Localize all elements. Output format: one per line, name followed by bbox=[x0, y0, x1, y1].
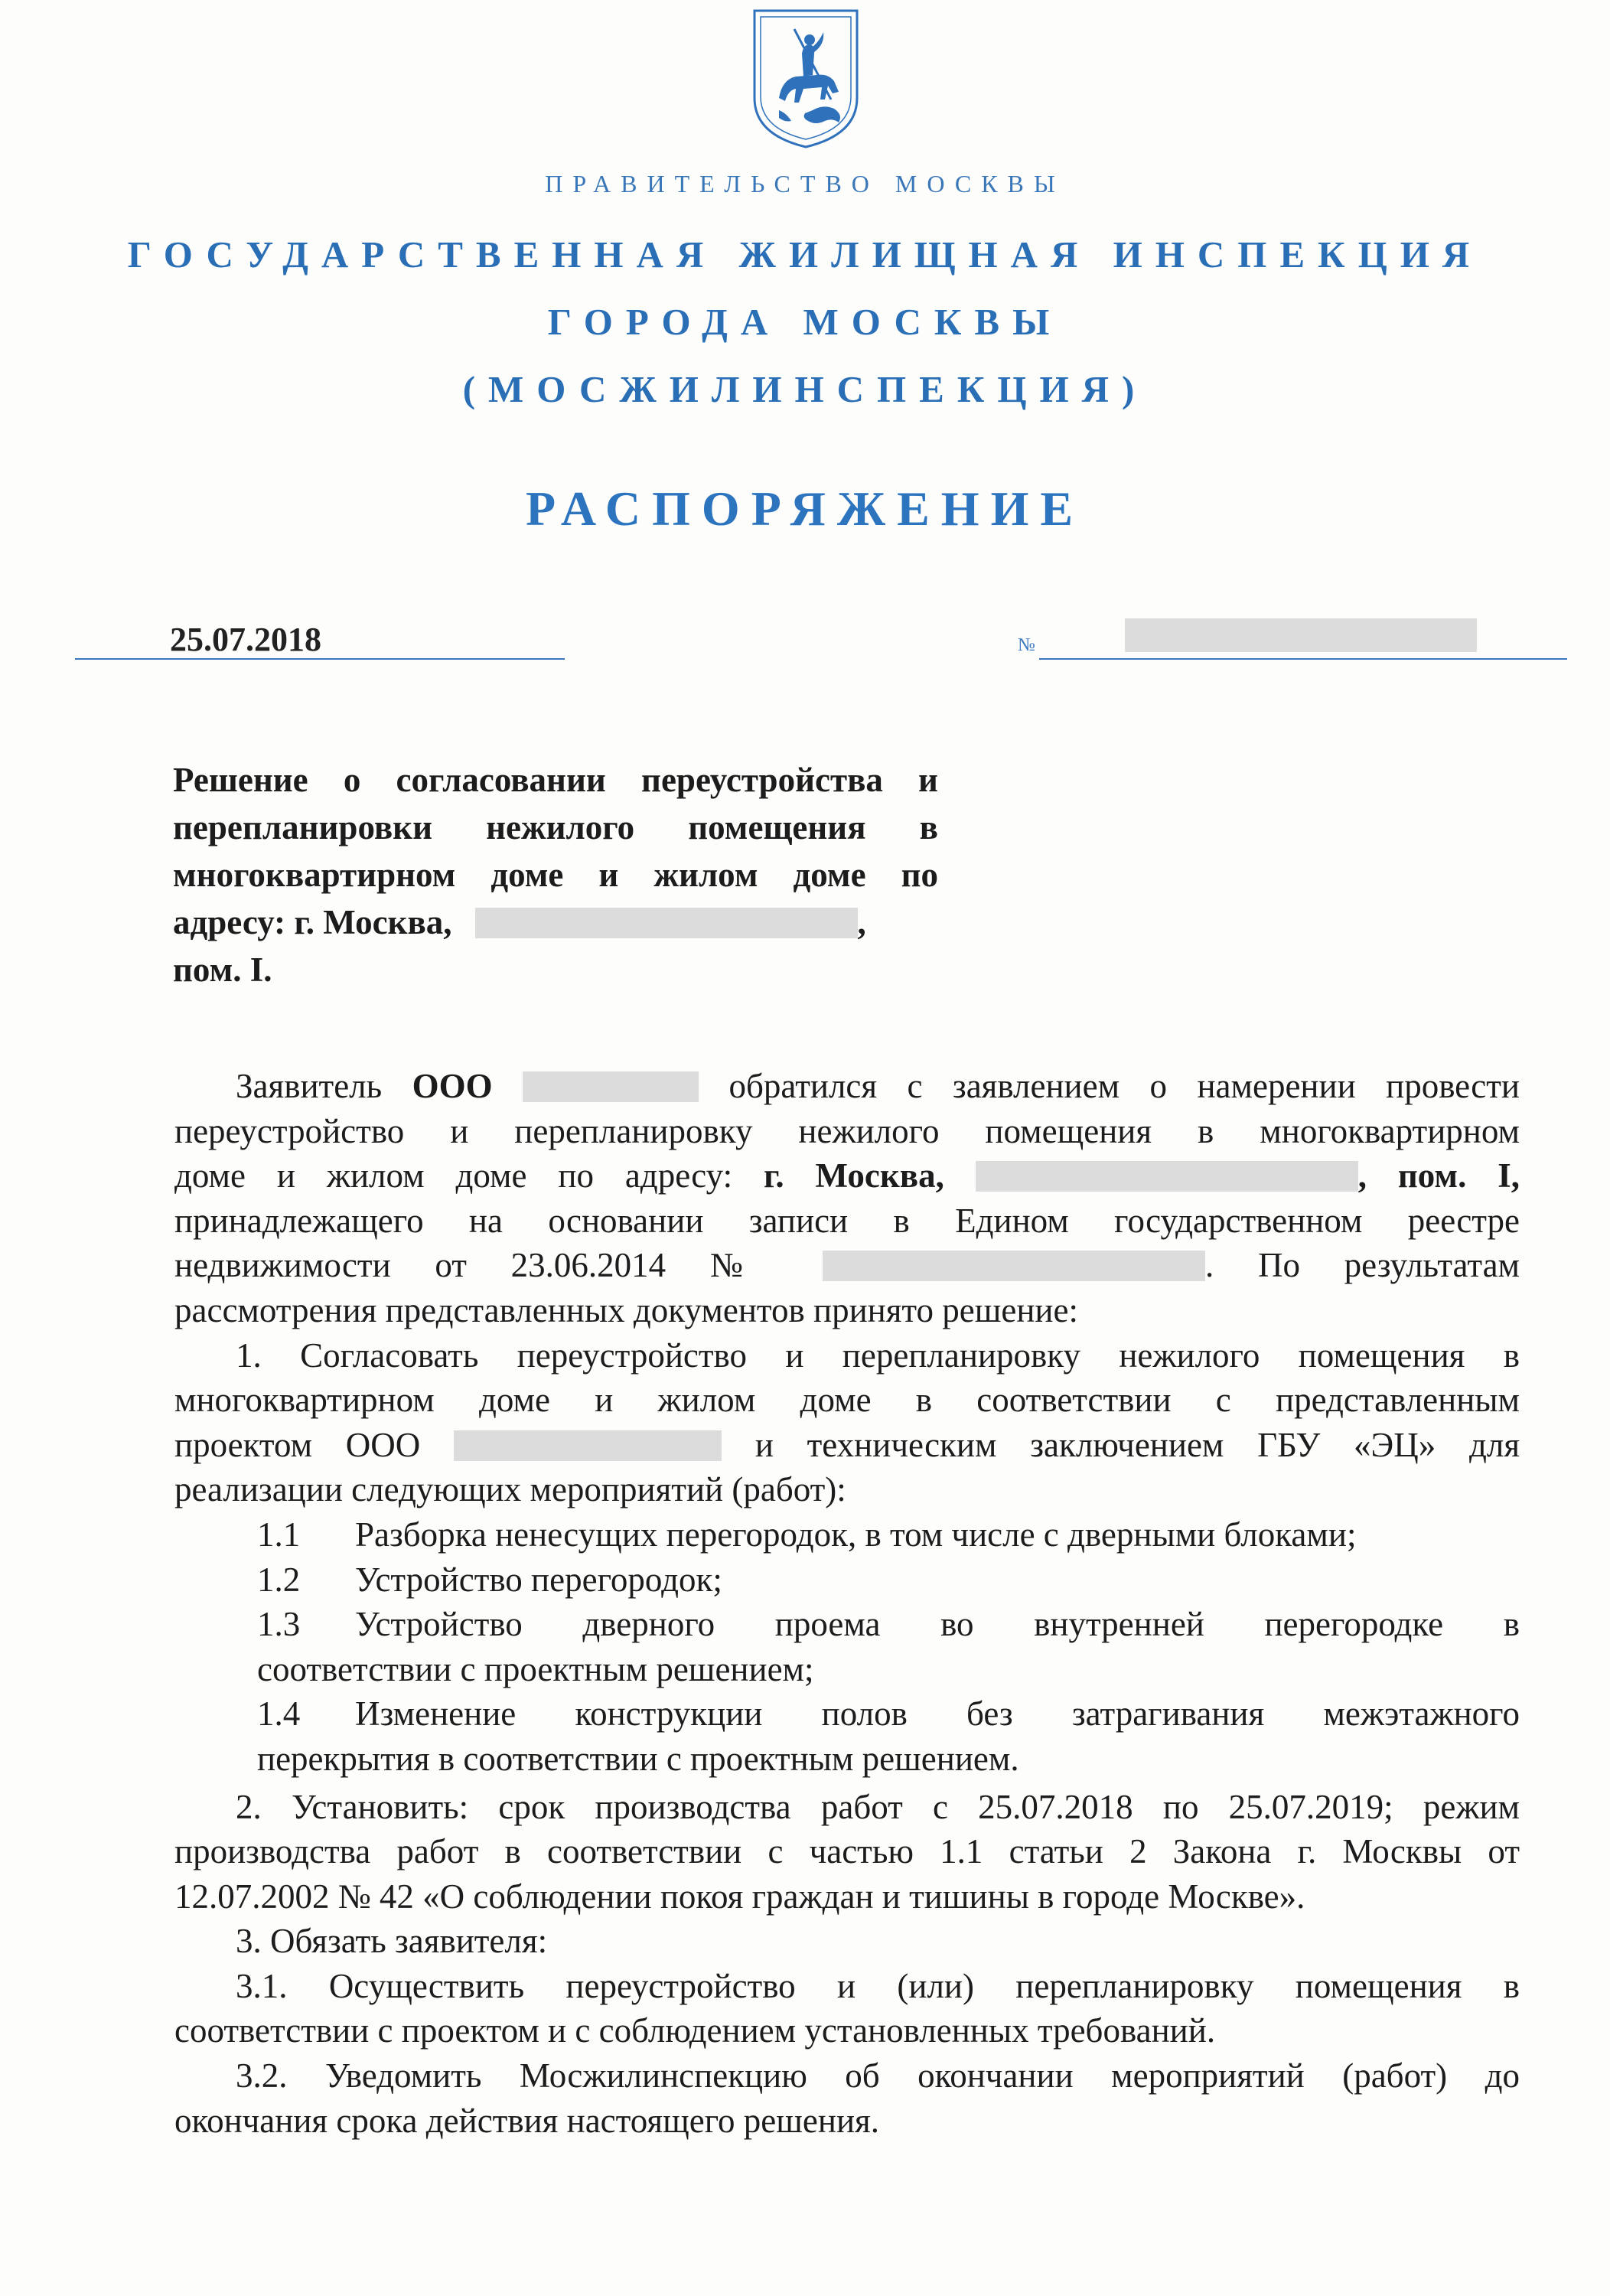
body-line: 3. Обязать заявителя: bbox=[236, 1922, 548, 1961]
list-item bbox=[174, 1602, 1520, 1647]
list-item bbox=[174, 1691, 1520, 1737]
subject-line: Решение о согласовании переустройства и bbox=[173, 761, 938, 799]
redacted-address bbox=[475, 908, 858, 938]
list-item-number: 1.2 bbox=[257, 1560, 301, 1599]
body-line bbox=[174, 1153, 1520, 1199]
list-item bbox=[174, 1512, 1520, 1557]
list-item-text: Устройство перегородок; bbox=[355, 1560, 722, 1599]
body-line: 3.1. Осуществить переустройство и (или) перепланировку помещения в bbox=[236, 1966, 1520, 2005]
list-item-number: 1.4 bbox=[257, 1694, 301, 1733]
body-text: проектом ООО bbox=[174, 1425, 421, 1464]
document-type-title: РАСПОРЯЖЕНИЕ bbox=[525, 481, 1085, 536]
list-item-text: Разборка ненесущих перегородок, в том числе с дверными блоками; bbox=[355, 1515, 1357, 1554]
redacted-address bbox=[976, 1161, 1358, 1192]
body-line: производства работ в соответствии с частью 1.1 статьи 2 Закона г. Москвы от bbox=[174, 1832, 1520, 1871]
document-date: 25.07.2018 bbox=[170, 621, 321, 658]
redacted-number bbox=[1125, 618, 1477, 652]
applicant-label: Заявитель bbox=[236, 1067, 383, 1105]
subject-line-address bbox=[173, 899, 938, 946]
body-text: обратился с заявлением о намерении провести bbox=[728, 1067, 1520, 1105]
body-line: рассмотрения представленных документов принято решение: bbox=[174, 1290, 1078, 1329]
inspection-name-line2: ГОРОДА МОСКВЫ bbox=[547, 301, 1063, 343]
government-name: ПРАВИТЕЛЬСТВО МОСКВЫ bbox=[545, 170, 1065, 197]
redacted-org-name bbox=[523, 1071, 699, 1102]
list-item-continuation: перекрытия в соответствии с проектным решением. bbox=[257, 1739, 1019, 1778]
body-line: многоквартирном доме и жилом доме в соответствии с представленным bbox=[174, 1381, 1520, 1420]
address-city: г. Москва, bbox=[763, 1156, 944, 1195]
subject-address-start: адресу: г. Москва, bbox=[173, 903, 452, 941]
list-item-text: Изменение конструкции полов без затрагивания межэтажного bbox=[355, 1694, 1520, 1733]
body-line: 12.07.2002 № 42 «О соблюдении покоя граждан и тишины в городе Москве». bbox=[174, 1877, 1305, 1916]
subject-line: пом. I. bbox=[173, 951, 272, 989]
moscow-coat-of-arms-icon bbox=[748, 6, 863, 152]
body-line: 3.2. Уведомить Мосжилинспекцию об окончании мероприятий (работ) до bbox=[236, 2056, 1520, 2095]
body-line: 2. Установить: срок производства работ с 25.07.2018 по 25.07.2019; режим bbox=[236, 1787, 1520, 1826]
subject-line: многоквартирном доме и жилом доме по bbox=[173, 856, 938, 894]
body-line bbox=[174, 1064, 1520, 1109]
redacted-record-number bbox=[823, 1251, 1205, 1281]
body-text: и техническим заключением ГБУ «ЭЦ» для bbox=[754, 1425, 1520, 1464]
inspection-name-line3: (МОСЖИЛИНСПЕКЦИЯ) bbox=[462, 368, 1148, 410]
list-item bbox=[174, 1557, 1520, 1603]
subject-address-end: , bbox=[857, 903, 866, 941]
body-line: реализации следующих мероприятий (работ): bbox=[174, 1470, 846, 1509]
number-sign: № bbox=[1018, 635, 1035, 655]
list-item-number: 1.3 bbox=[257, 1605, 301, 1644]
redacted-org-name bbox=[454, 1430, 722, 1461]
body-text: недвижимости от 23.06.2014 № bbox=[174, 1246, 779, 1285]
document-body bbox=[174, 1064, 1520, 2143]
subject-block bbox=[173, 756, 938, 993]
applicant-org-type: ООО bbox=[412, 1067, 493, 1105]
body-line: принадлежащего на основании записи в Едином государственном реестре bbox=[174, 1201, 1520, 1240]
body-line bbox=[174, 1423, 1520, 1468]
inspection-name-line1: ГОСУДАРСТВЕННАЯ ЖИЛИЩНАЯ ИНСПЕКЦИЯ bbox=[127, 233, 1483, 276]
subject-line: перепланировки нежилого помещения в bbox=[173, 808, 938, 846]
body-line: соответствии с проектом и с соблюдением установленных требований. bbox=[174, 2011, 1216, 2050]
body-line: 1. Согласовать переустройство и перепланировку нежилого помещения в bbox=[236, 1336, 1520, 1375]
body-text: доме и жилом доме по адресу: bbox=[174, 1156, 733, 1195]
number-underline bbox=[1039, 658, 1567, 660]
list-item-continuation: соответствии с проектным решением; bbox=[257, 1649, 814, 1688]
body-line bbox=[174, 1243, 1520, 1288]
body-line: окончания срока действия настоящего решения. bbox=[174, 2101, 879, 2140]
date-underline bbox=[75, 658, 565, 660]
list-item-number: 1.1 bbox=[257, 1515, 301, 1554]
body-line: переустройство и перепланировку нежилого помещения в многоквартирном bbox=[174, 1111, 1520, 1150]
premises-number: , пом. I, bbox=[1357, 1156, 1520, 1195]
list-item-text: Устройство дверного проема во внутренней перегородке в bbox=[355, 1605, 1520, 1644]
body-text: . По результатам bbox=[1205, 1246, 1520, 1285]
